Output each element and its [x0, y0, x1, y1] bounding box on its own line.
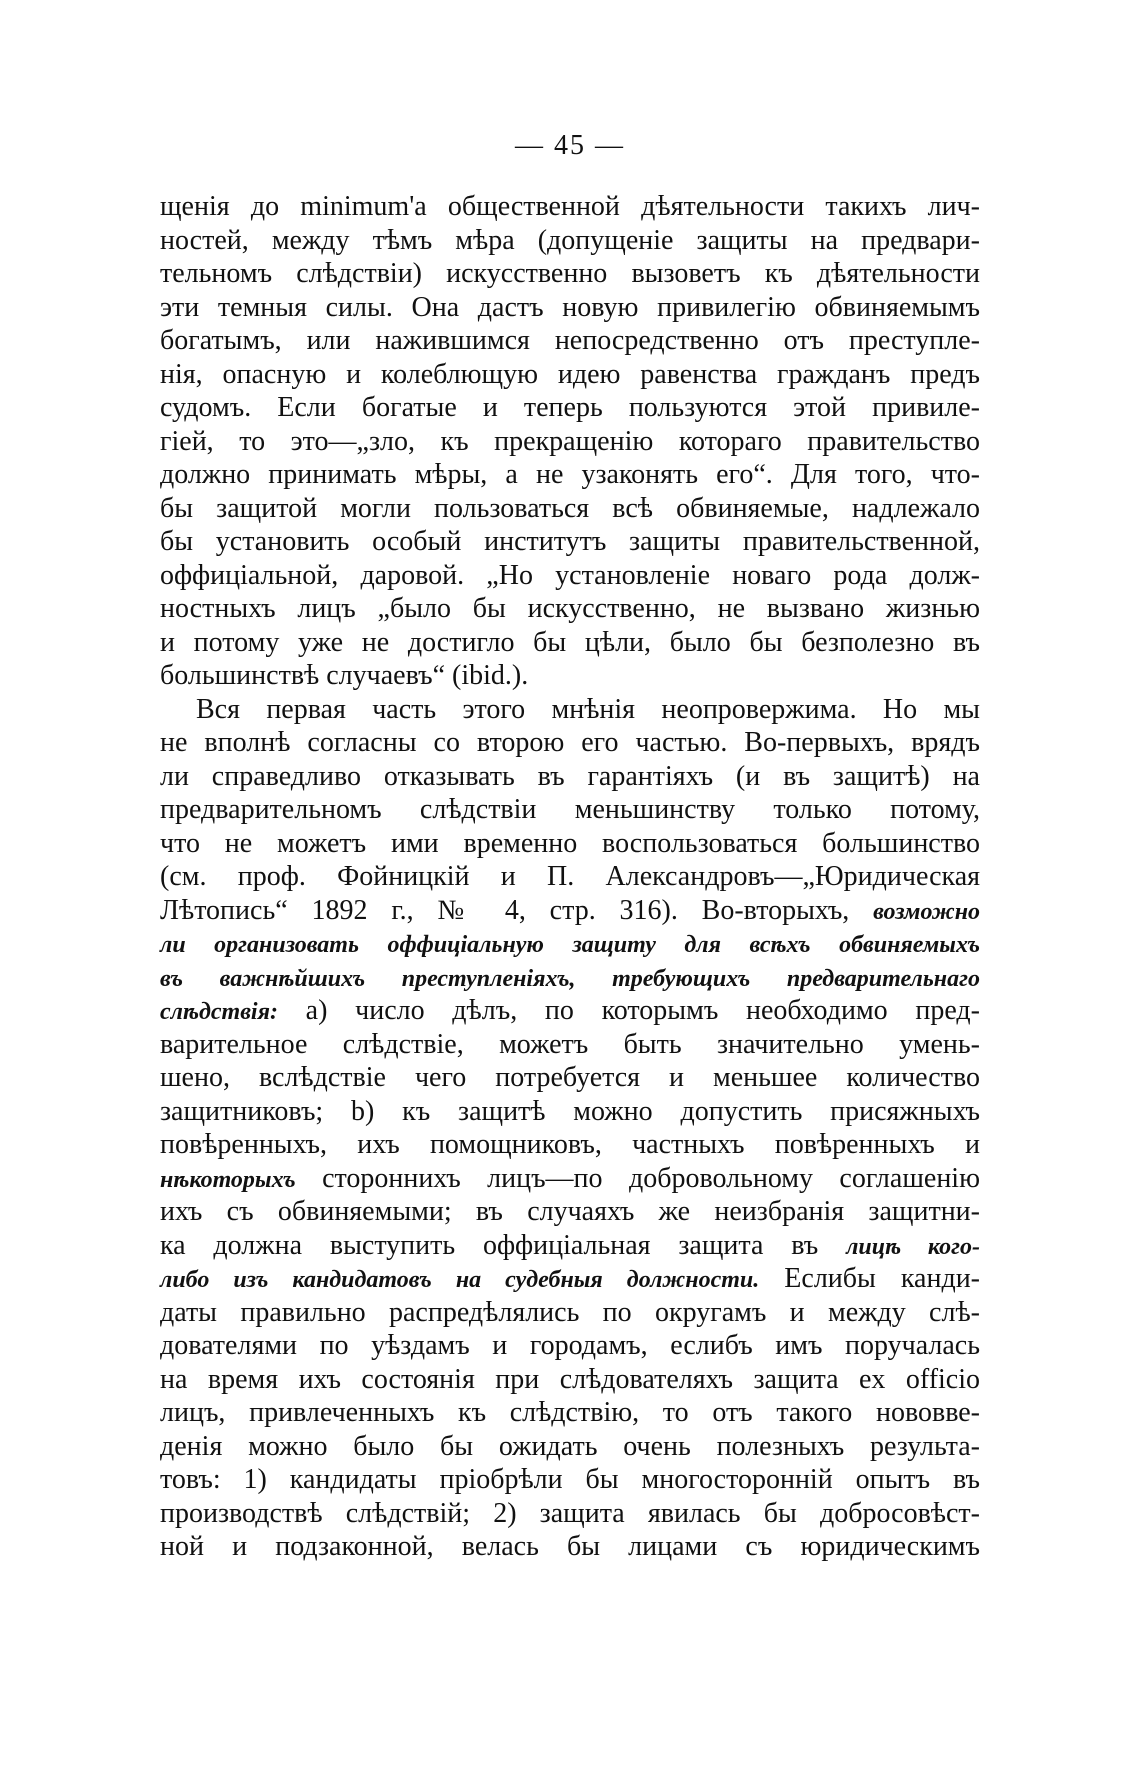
text-segment: Еслибы канди-	[784, 1263, 980, 1294]
text-line: не вполнѣ согласны со второю его частью. Во-первыхъ, врядъ	[160, 727, 980, 758]
text-line: ли справедливо отказывать въ гарантіяхъ (и въ защитѣ) на	[160, 760, 980, 792]
emphasis-text: лицѣ кого-	[846, 1233, 981, 1260]
text-line: бы установить особый институтъ защиты правительственной,	[160, 526, 980, 557]
text-line: ной и подзаконной, велась бы лицами съ юридическимъ	[160, 1531, 980, 1562]
text-line: лицъ, привлеченныхъ къ слѣдствію, то отъ такого нововве-	[160, 1397, 980, 1428]
text-line	[160, 1229, 980, 1263]
text-line: ностныхъ лицъ „было бы искусственно, не вызвано жизнью	[160, 593, 980, 624]
text-segment: а) число дѣлъ, по которымъ необходимо пред-	[305, 995, 981, 1026]
text-segment: стороннихъ лицъ—по добровольному соглашенію	[322, 1162, 980, 1194]
text-line	[160, 894, 980, 928]
emphasis-text: въ важнѣйшихъ преступленіяхъ, требующихъ предварительнаго	[160, 965, 980, 992]
text-line: щенія до minimum'a общественной дѣятельности такихъ лич-	[160, 191, 980, 222]
text-line: дователями по уѣздамъ и городамъ, еслибъ имъ поручалась	[160, 1330, 980, 1361]
text-line: должно принимать мѣры, а не узаконять его“. Для того, что-	[160, 459, 980, 490]
text-line: даты правильно распредѣлялись по округамъ и между слѣ-	[160, 1296, 980, 1328]
page-number: — 45 —	[515, 130, 625, 161]
emphasis-text: либо изъ кандидатовъ на судебныя должности.	[160, 1267, 760, 1293]
emphasis-text: нѣкоторыхъ	[160, 1166, 296, 1193]
text-line: ихъ съ обвиняемыми; въ случаяхъ же неизбранія защитни-	[160, 1196, 980, 1227]
text-line: повѣренныхъ, ихъ помощниковъ, частныхъ повѣренныхъ и	[160, 1129, 980, 1160]
text-line	[160, 1162, 980, 1196]
text-line: шено, вслѣдствіе чего потребуется и меньшее количество	[160, 1062, 980, 1093]
text-line: Вся первая часть этого мнѣнія неопровержима. Но мы	[196, 693, 980, 725]
text-segment: ка должна выступить оффиціальная защита въ	[160, 1229, 819, 1261]
text-line: на время ихъ состоянія при слѣдователяхъ защита ex officio	[160, 1363, 980, 1395]
text-line	[160, 994, 980, 1028]
text-line: нія, опасную и колеблющую идею равенства гражданъ предъ	[160, 358, 980, 390]
text-line: бы защитой могли пользоваться всѣ обвиняемые, надлежало	[160, 492, 980, 524]
text-line	[160, 927, 980, 961]
emphasis-text: ли организовать оффиціальную защиту для всѣхъ обвиняемыхъ	[160, 932, 980, 958]
text-line	[160, 1262, 980, 1296]
text-line	[160, 961, 980, 995]
body-text	[160, 190, 980, 1564]
text-line: гіей, то это—„зло, къ прекращенію котораго правительство	[160, 425, 980, 457]
text-line: защитниковъ; b) къ защитѣ можно допустить присяжныхъ	[160, 1095, 980, 1127]
text-line: производствѣ слѣдствій; 2) защита явилась бы добросовѣст-	[160, 1497, 980, 1529]
text-line: предварительномъ слѣдствіи меньшинству только потому,	[160, 794, 980, 825]
text-line: оффиціальной, даровой. „Но установленіе новаго рода долж-	[160, 559, 980, 591]
text-line: богатымъ, или нажившимся непосредственно отъ преступле-	[160, 325, 980, 356]
emphasis-text: возможно	[873, 898, 981, 925]
text-line: товъ: 1) кандидаты пріобрѣли бы многосторонній опытъ въ	[160, 1464, 980, 1495]
text-line: что не можетъ ими временно воспользоваться большинство	[160, 827, 980, 859]
text-line: тельномъ слѣдствіи) искусственно вызоветъ къ дѣятельности	[160, 258, 980, 289]
emphasis-text: слѣдствія:	[160, 999, 278, 1025]
text-line: денія можно было бы ожидать очень полезныхъ результа-	[160, 1430, 980, 1462]
text-line: варительное слѣдствіе, можетъ быть значительно умень-	[160, 1028, 980, 1060]
text-line: ностей, между тѣмъ мѣра (допущеніе защиты на предвари-	[160, 224, 980, 256]
text-segment: Лѣтопись“ 1892 г., № 4, стр. 316). Во-вторыхъ,	[160, 894, 850, 926]
text-line: большинствѣ случаевъ“ (ibid.).	[160, 660, 529, 691]
text-line: эти темныя силы. Она дастъ новую привилегію обвиняемымъ	[160, 291, 980, 323]
text-line: и потому уже не достигло бы цѣли, было бы безполезно въ	[160, 626, 980, 658]
text-line: судомъ. Если богатые и теперь пользуются этой привиле-	[160, 392, 980, 423]
text-line: (см. проф. Фойницкій и П. Александровъ—„Юридическая	[160, 861, 980, 892]
